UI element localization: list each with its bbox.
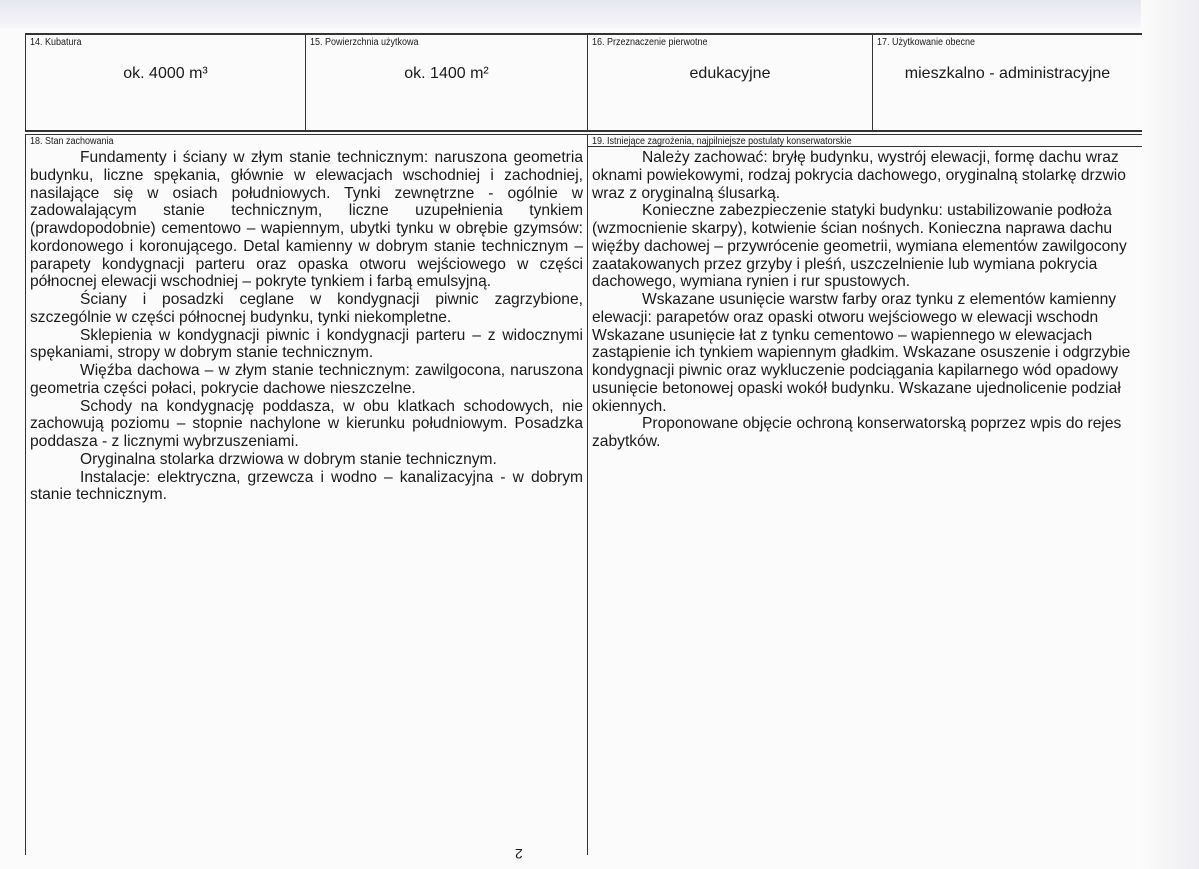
text-line: elewacji: parapetów oraz opaski otworu wejściowego w elewacji wschodn bbox=[592, 308, 1099, 326]
text-line: więźby dachowej – przywrócenie geometrii, wymiana elementów zawilgocony bbox=[592, 237, 1127, 255]
text-line: Należy zachować: bryłę budynku, wystrój elewacji, formę dachu wraz bbox=[642, 149, 1119, 166]
text-line: stanie technicznym. bbox=[30, 486, 167, 504]
text-line: Ściany i posadzki ceglane w kondygnacji piwnic zagrzybione, bbox=[80, 291, 583, 308]
text-line: północnej elewacji wschodniej – pokryte tynkiem i farbą emulsyjną. bbox=[30, 273, 492, 291]
text-line: spękaniami, stropy w dobrym stanie technicznym. bbox=[30, 344, 374, 362]
text-line: zaatakowanych przez grzyby i pleśń, uszczelnienie lub wymiana pokrycia bbox=[592, 255, 1098, 273]
text-line: Więźba dachowa – w złym stanie technicznym: zawilgocona, naruszona bbox=[80, 362, 583, 379]
field-cell bbox=[305, 35, 587, 130]
field-value: ok. 1400 m² bbox=[404, 65, 489, 82]
field-cell bbox=[872, 35, 1142, 130]
text-line: (prawdopodobnie) cementowo – wapiennym, ubytki tynku w obrębie gzymsów: bbox=[30, 220, 583, 237]
field-label: 14. Kubatura bbox=[30, 37, 82, 48]
text-line: wraz z oryginalną ślusarką. bbox=[592, 184, 781, 202]
text-line: kondygnacji piwnic oraz wykluczenie podciągania kapilarnego wód opadowy bbox=[592, 362, 1119, 379]
scan-edge-right bbox=[1141, 0, 1199, 869]
field-cell bbox=[587, 35, 872, 130]
field-label: 16. Przeznaczenie pierwotne bbox=[592, 37, 708, 48]
field-label: 15. Powierzchnia użytkowa bbox=[310, 37, 419, 48]
text-line: zachowują poziomu – stopnie nachylone w kierunku południowym. Posadzka bbox=[30, 415, 583, 433]
text-line: szczególnie w części północnej budynku, tynki niekompletne. bbox=[30, 308, 452, 326]
field-cell bbox=[25, 35, 305, 130]
text-line: oknami powiekowymi, rodzaj pokrycia dachowego, oryginalną stolarkę drzwio bbox=[592, 166, 1126, 184]
text-line: Instalacje: elektryczna, grzewcza i wodno – kanalizacyjna - w dobrym bbox=[80, 468, 583, 486]
row-divider bbox=[25, 130, 1142, 132]
row-divider bbox=[25, 134, 1142, 135]
text-line: parapety kondygnacji parteru oraz opaska otworu wejściowego w części bbox=[30, 255, 583, 273]
text-line: Oryginalna stolarka drzwiowa w dobrym stanie technicznym. bbox=[80, 450, 497, 468]
text-line: Schody na kondygnację poddasza, w obu klatkach schodowych, nie bbox=[80, 397, 583, 415]
field-value: mieszkalno - administracyjne bbox=[904, 65, 1111, 82]
text-line: Konieczne zabezpieczenie statyki budynku: ustabilizowanie podłoża bbox=[642, 202, 1112, 220]
text-line: Wskazane usunięcie łat z tynku cementowo – wapiennego w elewacjach bbox=[592, 326, 1093, 344]
field-value: edukacyjne bbox=[689, 65, 771, 82]
text-line: geometria części połaci, pokrycie dachowe nieszczelne. bbox=[30, 379, 416, 397]
text-line: zabytków. bbox=[592, 433, 661, 450]
text-line: Sklepienia w kondygnacji piwnic i kondygnacji parteru – z widocznymi bbox=[80, 326, 583, 344]
field-label: 17. Użytkowanie obecne bbox=[877, 37, 976, 48]
column-border bbox=[25, 134, 26, 855]
text-line: budynku, liczne spękania, głównie w elewacjach wschodniej i zachodniej, bbox=[30, 166, 583, 184]
threats-label: 19. Istniejące zagrożenia, najpilniejsze postulaty konserwatorskie bbox=[592, 136, 852, 147]
text-line: Proponowane objęcie ochroną konserwatorską poprzez wpis do rejes bbox=[642, 415, 1122, 433]
text-line: usunięcie betonowej opaski wokół budynku. Wskazane ujednolicenie podział bbox=[592, 379, 1121, 397]
text-line: okiennych. bbox=[592, 397, 667, 415]
page-number: 2 bbox=[515, 846, 523, 862]
condition-text bbox=[30, 149, 583, 504]
text-line: nasilające się w osiach południowych. Tynki zewnętrzne - ogólnie w bbox=[30, 184, 583, 202]
column-border bbox=[587, 134, 588, 855]
text-line: kordonowego i koronującego. Detal kamienny w dobrym stanie technicznym – bbox=[30, 237, 583, 255]
condition-label: 18. Stan zachowania bbox=[30, 136, 114, 147]
scan-edge bbox=[0, 0, 1199, 28]
text-line: zadowalającym stanie technicznym, liczne uzupełnienia tynkiem bbox=[30, 202, 583, 220]
text-line: Wskazane usunięcie warstw farby oraz tynku z elementów kamienny bbox=[642, 291, 1117, 308]
text-line: (wzmocnienie skarpy), kotwienie ścian nośnych. Konieczna naprawa dachu bbox=[592, 220, 1113, 237]
threats-text bbox=[592, 149, 1141, 451]
text-line: Fundamenty i ściany w złym stanie technicznym: naruszona geometria bbox=[80, 149, 583, 166]
text-line: poddasza - z licznymi wybrzuszeniami. bbox=[30, 433, 299, 450]
text-line: zastąpienie ich tynkiem wapiennym gładkim. Wskazane osuszenie i odgrzybie bbox=[592, 344, 1131, 362]
field-value: ok. 4000 m³ bbox=[123, 65, 208, 82]
text-line: dachowego, wymiana rynien i rur spustowych. bbox=[592, 273, 911, 291]
